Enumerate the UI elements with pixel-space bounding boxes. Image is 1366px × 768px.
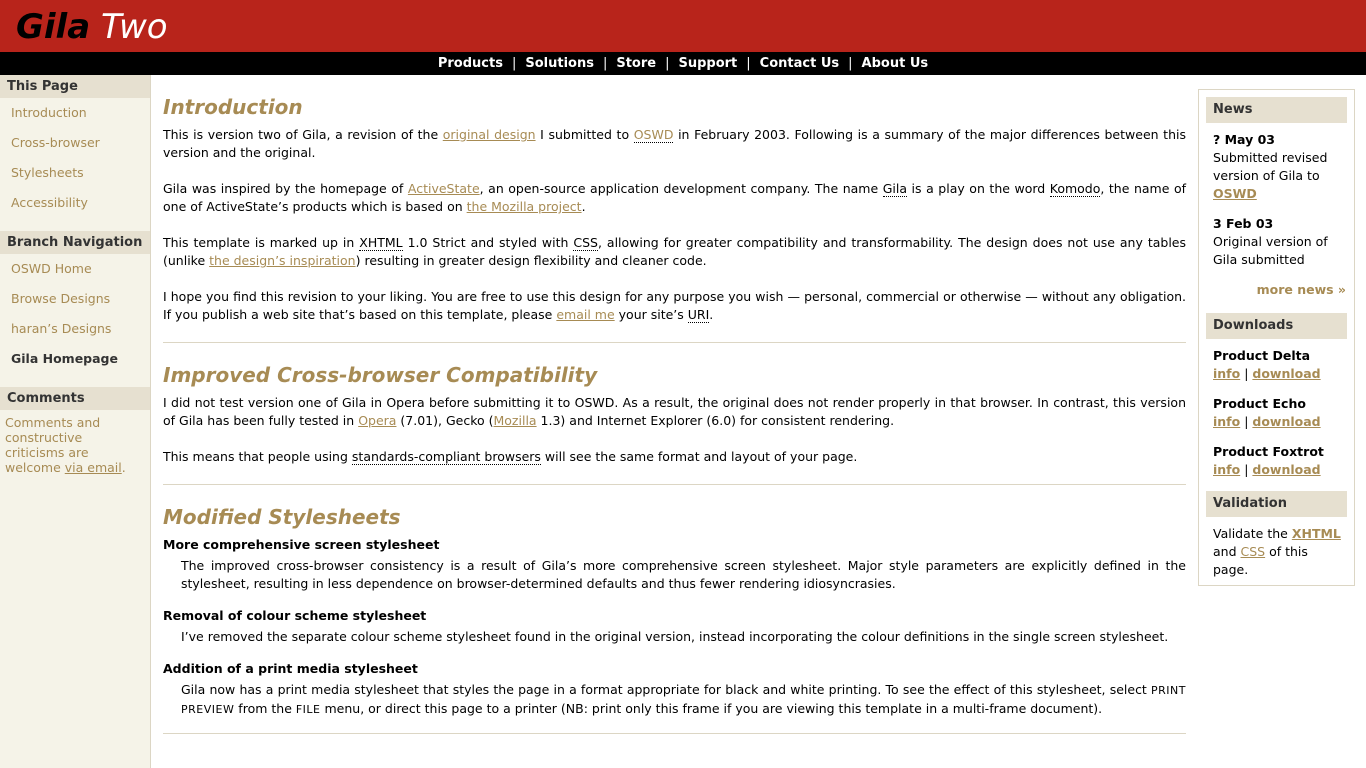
- text: , an open-source application development company. The name: [479, 181, 883, 196]
- link-separator: |: [1240, 366, 1253, 381]
- definition-term: Removal of colour scheme stylesheet: [163, 608, 427, 623]
- right-sidebar: [1198, 89, 1355, 586]
- cross-browser-heading: Improved Cross-browser Compatibility: [163, 363, 598, 387]
- text: of this page.: [1213, 544, 1308, 577]
- text: , the name of one of ActiveState’s products which is based on: [163, 181, 1187, 214]
- text: and: [1213, 544, 1241, 559]
- text: ) resulting in greater design flexibility and cleaner code.: [355, 253, 707, 268]
- main-content: [163, 75, 1186, 734]
- opera-link[interactable]: Opera: [358, 413, 397, 428]
- xhtml-abbr: XHTML: [359, 235, 403, 250]
- news-date: 3 Feb 03: [1213, 216, 1274, 231]
- text: This is version two of Gila, a revision of the: [163, 127, 443, 142]
- sidebar-item-cross-browser[interactable]: Cross-browser: [11, 135, 100, 150]
- text: Validate the: [1213, 526, 1292, 541]
- validate-xhtml-link[interactable]: XHTML: [1291, 526, 1341, 541]
- text: menu, or direct this page to a printer (NB: print only this frame if you are viewing this template in a multi-frame document).: [320, 701, 1103, 716]
- text: 1.0 Strict and styled with: [402, 235, 574, 250]
- comments-end: .: [121, 460, 126, 475]
- cross-paragraph-2: [163, 448, 1186, 466]
- intro-paragraph-1: [163, 126, 1186, 162]
- comments-text: [0, 410, 150, 485]
- list-item: [0, 287, 150, 317]
- definition-term: Addition of a print media stylesheet: [163, 661, 418, 676]
- list-item: [0, 257, 150, 287]
- news-item: [1206, 131, 1347, 203]
- text: will see the same format and layout of your page.: [540, 449, 858, 464]
- branch-navigation-heading: Branch Navigation: [0, 231, 150, 254]
- sidebar-item-stylesheets[interactable]: Stylesheets: [11, 165, 84, 180]
- product-name: Product Echo: [1213, 396, 1306, 411]
- sidebar-item-gila-homepage[interactable]: Gila Homepage: [11, 351, 118, 366]
- nav-separator: |: [665, 56, 670, 71]
- text: I submitted to: [535, 127, 634, 142]
- activestate-link[interactable]: ActiveState: [407, 181, 480, 196]
- news-heading: News: [1206, 97, 1347, 123]
- cross-paragraph-1: [163, 394, 1186, 430]
- nav-products[interactable]: Products: [437, 56, 503, 71]
- sidebar-item-harans-designs[interactable]: haran’s Designs: [11, 321, 112, 336]
- download-item: [1206, 347, 1347, 383]
- more-news-link[interactable]: more news »: [1256, 282, 1346, 297]
- news-date: ? May 03: [1213, 132, 1275, 147]
- site-title-part2: Two: [100, 7, 168, 47]
- text: I hope you find this revision to your liking. You are free to use this design for any purpose you wish — personal, commercial or otherwise — without any obligation. If you publish a web site that’s based on this template, please: [163, 289, 1186, 322]
- comments-body: Comments and constructive criticisms are welcome: [5, 415, 101, 475]
- text: in February 2003. Following is a summary of the major differences between this version and the original.: [163, 127, 1186, 160]
- nav-separator: |: [848, 56, 853, 71]
- news-text: Submitted revised version of Gila to: [1213, 150, 1328, 183]
- top-nav: [0, 52, 1366, 75]
- nav-support[interactable]: Support: [678, 56, 738, 71]
- text: is a play on the word: [907, 181, 1050, 196]
- nav-solutions[interactable]: Solutions: [525, 56, 594, 71]
- section-divider: [163, 733, 1186, 734]
- validate-css-link[interactable]: CSS: [1240, 544, 1266, 559]
- definition-term: More comprehensive screen stylesheet: [163, 537, 440, 552]
- print-preview-label: PRINT PREVIEW: [181, 684, 1186, 716]
- site-title-part1: Gila: [16, 7, 91, 47]
- link-separator: |: [1240, 462, 1253, 477]
- sidebar-item-introduction[interactable]: Introduction: [11, 105, 87, 120]
- email-me-link[interactable]: email me: [556, 307, 615, 322]
- list-item: [0, 101, 150, 131]
- text: 1.3) and Internet Explorer (6.0) for consistent rendering.: [536, 413, 895, 428]
- comments-heading: Comments: [0, 387, 150, 410]
- branch-navigation-list: [0, 254, 150, 387]
- left-sidebar: [0, 75, 151, 768]
- text: .: [709, 307, 714, 322]
- product-delta-info-link[interactable]: info: [1213, 366, 1241, 381]
- product-echo-download-link[interactable]: download: [1252, 414, 1321, 429]
- sidebar-item-accessibility[interactable]: Accessibility: [11, 195, 88, 210]
- download-item: [1206, 443, 1347, 479]
- standards-browsers-abbr: standards-compliant browsers: [351, 449, 541, 464]
- text: Gila now has a print media stylesheet that styles the page in a format appropriate for black and white printing. To see the effect of this stylesheet, select: [181, 682, 1152, 697]
- section-divider: [163, 342, 1186, 343]
- downloads-heading: Downloads: [1206, 313, 1347, 339]
- nav-contact-us[interactable]: Contact Us: [759, 56, 840, 71]
- intro-paragraph-2: [163, 180, 1186, 216]
- gila-abbr: Gila: [882, 181, 907, 196]
- site-title: [16, 6, 168, 48]
- text: I did not test version one of Gila in Opera before submitting it to OSWD. As a result, the original does not render properly in that browser. In contrast, this version of Gila has been fully tested in: [163, 395, 1186, 428]
- design-inspiration-link[interactable]: the design’s inspiration: [209, 253, 356, 268]
- list-item: [0, 191, 150, 221]
- section-divider: [163, 484, 1186, 485]
- product-name: Product Delta: [1213, 348, 1311, 363]
- comments-email-link[interactable]: via email: [64, 460, 122, 475]
- this-page-heading: This Page: [0, 75, 150, 98]
- sidebar-item-oswd-home[interactable]: OSWD Home: [11, 261, 92, 276]
- product-echo-info-link[interactable]: info: [1213, 414, 1241, 429]
- uri-abbr: URI: [687, 307, 710, 322]
- nav-separator: |: [511, 56, 517, 71]
- text: (7.01), Gecko (: [396, 413, 494, 428]
- text: your site’s: [614, 307, 688, 322]
- nav-separator: |: [602, 56, 608, 71]
- link-separator: |: [1240, 414, 1253, 429]
- mozilla-link[interactable]: Mozilla: [493, 413, 537, 428]
- intro-paragraph-3: [163, 234, 1186, 270]
- stylesheets-heading: Modified Stylesheets: [163, 505, 401, 529]
- definition-desc: [181, 681, 1186, 719]
- definition-desc: I’ve removed the separate colour scheme stylesheet found in the original version, instead incorporating the colour definitions in the single screen stylesheet.: [181, 629, 1169, 644]
- nav-store[interactable]: Store: [616, 56, 657, 71]
- product-name: Product Foxtrot: [1213, 444, 1324, 459]
- nav-separator: |: [746, 56, 751, 71]
- site-header: [0, 0, 1366, 52]
- product-foxtrot-info-link[interactable]: info: [1213, 462, 1241, 477]
- css-abbr: CSS: [573, 235, 598, 250]
- introduction-heading: Introduction: [163, 95, 303, 119]
- list-item: [0, 347, 150, 377]
- news-oswd-link[interactable]: OSWD: [1213, 186, 1257, 201]
- intro-paragraph-4: [163, 288, 1186, 324]
- definition-desc: The improved cross-browser consistency is a result of Gila’s more comprehensive screen stylesheet. Major style parameters are explicitly defined in the stylesheet, resulting in less dependence on browser-determined defaults and thus fewer rendering idiosyncrasies.: [181, 558, 1186, 591]
- product-delta-download-link[interactable]: download: [1252, 366, 1321, 381]
- download-item: [1206, 395, 1347, 431]
- text: from the: [234, 701, 296, 716]
- validation-heading: Validation: [1206, 491, 1347, 517]
- oswd-link[interactable]: OSWD: [633, 127, 674, 142]
- product-foxtrot-download-link[interactable]: download: [1252, 462, 1321, 477]
- komodo-abbr: Komodo: [1049, 181, 1101, 196]
- text: Gila was inspired by the homepage of: [163, 181, 408, 196]
- mozilla-project-link[interactable]: the Mozilla project: [466, 199, 582, 214]
- sidebar-item-browse-designs[interactable]: Browse Designs: [11, 291, 111, 306]
- file-menu-label: FILE: [295, 703, 321, 716]
- list-item: [0, 161, 150, 191]
- text: .: [581, 199, 586, 214]
- news-text: Original version of Gila submitted: [1213, 234, 1328, 267]
- list-item: [0, 317, 150, 347]
- nav-about-us[interactable]: About Us: [861, 56, 929, 71]
- text: This template is marked up in: [163, 235, 360, 250]
- validation-text: [1206, 525, 1347, 579]
- list-item: [0, 131, 150, 161]
- news-item: [1206, 215, 1347, 269]
- text: This means that people using: [163, 449, 352, 464]
- more-news: [1206, 281, 1347, 299]
- text: , allowing for greater compatibility and transformability. The design does not use any tables (unlike: [163, 235, 1186, 268]
- this-page-list: [0, 98, 150, 231]
- original-design-link[interactable]: original design: [442, 127, 536, 142]
